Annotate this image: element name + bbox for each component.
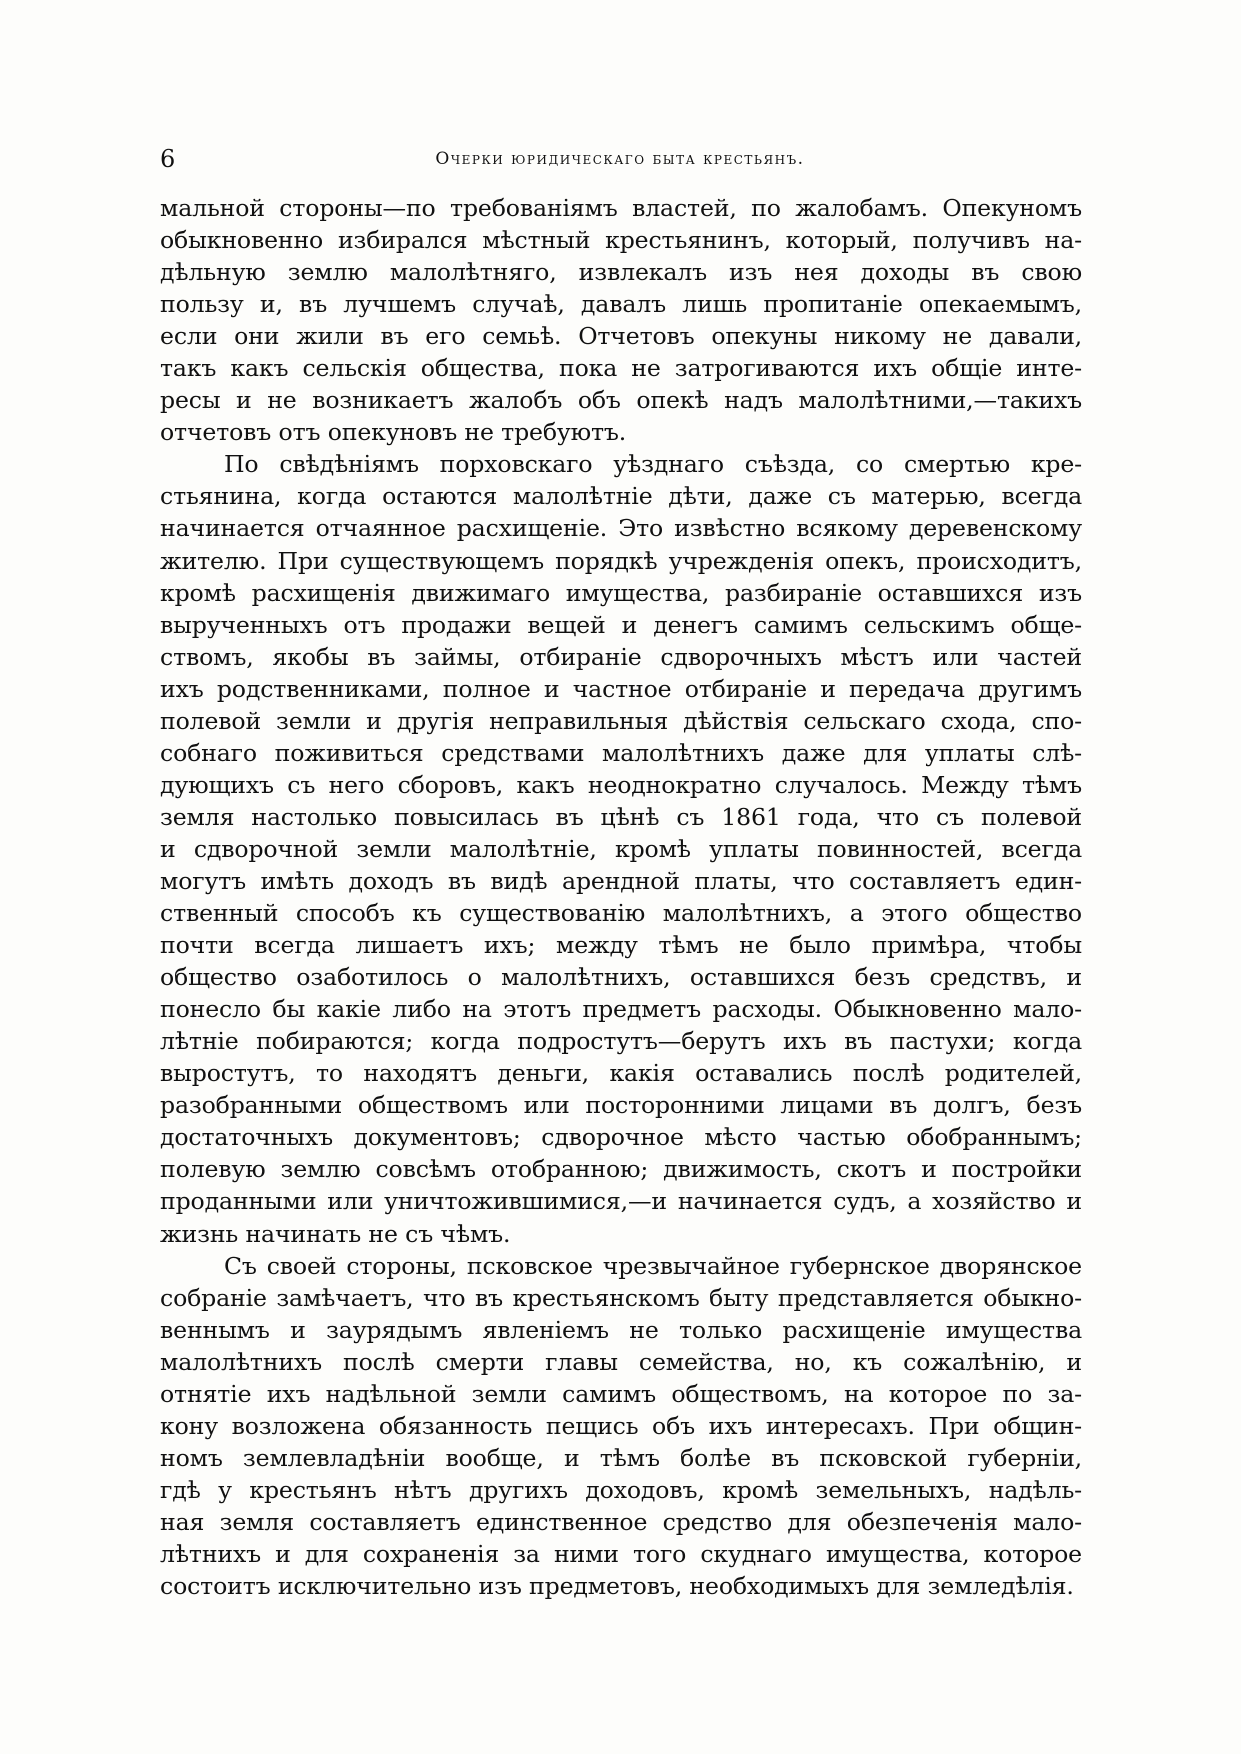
text-line: ихъ родственниками, полное и частное отбираніе и передача другимъ [160, 674, 1082, 703]
text-line: проданными или уничтожившимися,—и начинается судъ, а хозяйство и [160, 1187, 1082, 1216]
text-line: дѣльную землю малолѣтняго, извлекалъ изъ нея доходы въ свою [160, 258, 1082, 287]
paragraph-start-line: Съ своей стороны, псковское чрезвычайное губернское дворянское [224, 1251, 1082, 1280]
text-line: общество озаботилось о малолѣтнихъ, оставшихся безъ средствъ, и [160, 963, 1082, 992]
paragraph-end-line: жизнь начинать не съ чѣмъ. [160, 1219, 511, 1248]
text-line: полевую землю совсѣмъ отобранною; движимость, скотъ и постройки [160, 1155, 1082, 1184]
body-text [160, 192, 1082, 1602]
text-line: могутъ имѣть доходъ въ видѣ арендной платы, что составляетъ един- [160, 866, 1082, 895]
text-line: отнятіе ихъ надѣльной земли самимъ обществомъ, на которое по за- [160, 1379, 1082, 1408]
text-line: обыкновенно избирался мѣстный крестьянинъ, который, получивъ на- [160, 226, 1082, 255]
text-line: дующихъ съ него сборовъ, какъ неоднократно случалось. Между тѣмъ [160, 770, 1082, 799]
text-line: почти всегда лишаетъ ихъ; между тѣмъ не было примѣра, чтобы [160, 931, 1082, 960]
text-line: если они жили въ его семьѣ. Отчетовъ опекуны никому не давали, [160, 322, 1082, 351]
running-head [160, 144, 1080, 174]
text-line: веннымъ и заурядымъ явленіемъ не только расхищеніе имущества [160, 1315, 1082, 1344]
text-line: достаточныхъ документовъ; сдворочное мѣсто частью обобраннымъ; [160, 1123, 1082, 1152]
text-line: лѣтнихъ и для сохраненія за ними того скуднаго имущества, которое [160, 1539, 1082, 1568]
text-line: лѣтніе побираются; когда подростутъ—берутъ ихъ въ пастухи; когда [160, 1027, 1082, 1056]
text-line: состоитъ исключительно изъ предметовъ, необходимыхъ для земледѣлія. [160, 1572, 1074, 1601]
text-line: и сдворочной земли малолѣтніе, кромѣ уплаты повинностей, всегда [160, 834, 1082, 863]
text-line: жителю. При существующемъ порядкѣ учрежденія опекъ, происходитъ, [160, 546, 1082, 575]
text-line: ная земля составляетъ единственное средство для обезпеченія мало- [160, 1507, 1082, 1536]
text-line: малолѣтнихъ послѣ смерти главы семейства, но, къ сожалѣнію, и [160, 1347, 1082, 1376]
text-line: начинается отчаянное расхищеніе. Это извѣстно всякому деревенскому [160, 514, 1082, 543]
text-line: собраніе замѣчаетъ, что въ крестьянскомъ быту представляется обыкно- [160, 1283, 1082, 1312]
text-line: стьянина, когда остаются малолѣтніе дѣти, даже съ матерью, всегда [160, 482, 1082, 511]
page-number: 6 [160, 145, 176, 173]
text-line: мальной стороны—по требованіямъ властей, по жалобамъ. Опекуномъ [160, 194, 1082, 222]
text-line: вырученныхъ отъ продажи вещей и денегъ самимъ сельскимъ обще- [160, 610, 1082, 639]
text-line: выростутъ, то находятъ деньги, какія оставались послѣ родителей, [160, 1059, 1082, 1088]
text-line: кону возложена обязанность пещись объ ихъ интересахъ. При общин- [160, 1411, 1082, 1440]
text-line: полевой земли и другія неправильныя дѣйствія сельскаго схода, спо- [160, 706, 1082, 735]
paragraph-start-line: По свѣдѣніямъ порховскаго уѣзднаго съѣзда, со смертью кре- [224, 450, 1082, 479]
text-line: ственный способъ къ существованію малолѣтнихъ, а этого общество [160, 899, 1082, 928]
text-line: номъ землевладѣніи вообще, и тѣмъ болѣе въ псковской губерніи, [160, 1443, 1082, 1472]
text-line: кромѣ расхищенія движимаго имущества, разбираніе оставшихся изъ [160, 578, 1082, 607]
running-title: Очерки юридическаго быта крестьянъ. [435, 149, 805, 169]
text-line: ствомъ, якобы въ займы, отбираніе сдворочныхъ мѣстъ или частей [160, 642, 1082, 671]
text-line: разобранными обществомъ или посторонними лицами въ долгъ, безъ [160, 1091, 1082, 1120]
text-line: ресы и не возникаетъ жалобъ объ опекѣ надъ малолѣтними,—такихъ [160, 386, 1082, 415]
text-line: пользу и, въ лучшемъ случаѣ, давалъ лишь пропитаніе опекаемымъ, [160, 290, 1082, 319]
text-line: такъ какъ сельскія общества, пока не затрогиваются ихъ общіе инте- [160, 354, 1082, 383]
paragraph-end-line: отчетовъ отъ опекуновъ не требуютъ. [160, 418, 627, 447]
text-line: земля настолько повысилась въ цѣнѣ съ 1861 года, что съ полевой [160, 802, 1082, 831]
text-line: гдѣ у крестьянъ нѣтъ другихъ доходовъ, кромѣ земельныхъ, надѣль- [160, 1475, 1082, 1504]
text-line: понесло бы какіе либо на этотъ предметъ расходы. Обыкновенно мало- [160, 995, 1082, 1024]
text-line: собнаго поживиться средствами малолѣтнихъ даже для уплаты слѣ- [160, 738, 1082, 767]
